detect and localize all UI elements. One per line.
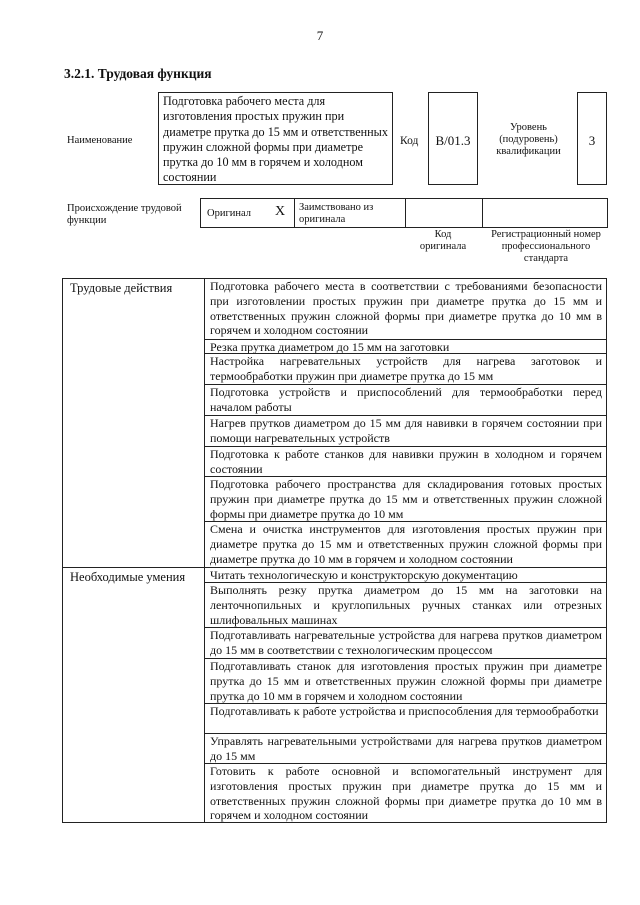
action-item: Подготовка рабочего пространства для складирования готовых простых пружин при диаметре прутка до 15 мм и ответственных пружин сложной формы при диаметре прутка до 10 мм xyxy=(210,477,602,521)
skill-item: Подготавливать станок для изготовления простых пружин при диаметре прутка до 15 мм и ответственных пружин сложной формы при диаметре прутка до 10 мм в горячем и холодном состоянии xyxy=(210,659,602,703)
actions-heading: Трудовые действия xyxy=(70,281,173,295)
action-item: Резка прутка диаметром до 15 мм на заготовки xyxy=(210,340,450,353)
skill-item: Готовить к работе основной и вспомогательный инструмент для изготовления простых пружин при диаметре прутка до 15 мм и ответственных пружин сложной формы при диаметре прутка до 10 мм в горячем и холодном состоянии xyxy=(210,764,602,823)
skill-item: Выполнять резку прутка диаметром до 15 мм на заготовки на ленточнопильных и круглопильных ручных станках или отрезных шлифовальных машинах xyxy=(210,583,602,627)
section-title: 3.2.1. Трудовая функция xyxy=(64,66,212,81)
code-box xyxy=(428,92,478,185)
code-label: Код xyxy=(400,135,419,147)
code-caption: Код оригинала xyxy=(419,229,467,253)
skill-item: Читать технологическую и конструкторскую документацию xyxy=(210,568,518,582)
origin-label: Происхождение трудовой функции xyxy=(67,203,182,227)
skill-item: Подготавливать к работе устройства и приспособления для термообработки xyxy=(210,704,599,718)
action-item: Подготовка рабочего места в соответствии с требованиями безопасности при изготовлении простых пружин при диаметре прутка до 15 мм и ответственных пружин сложной формы при диаметре прутка до 10 мм в горячем и холодном состоянии xyxy=(210,279,602,338)
borrowed-label: Заимствовано из оригинала xyxy=(299,202,374,226)
origin-table xyxy=(200,198,608,228)
reg-caption: Регистрационный номер профессионального стандарта xyxy=(491,229,601,265)
function-name-box xyxy=(158,92,393,185)
skill-item: Подготавливать нагревательные устройства для нагрева прутков диаметром до 15 мм в соответствии с технологическим процессом xyxy=(210,628,602,657)
level-label: Уровень (подуровень) квалификации xyxy=(496,122,561,158)
action-item: Подготовка к работе станков для навивки пружин в холодном и горячем состоянии xyxy=(210,447,602,476)
action-item: Нагрев прутков диаметром до 15 мм для навивки в горячем состоянии при помощи нагревательных устройств xyxy=(210,416,602,445)
action-item: Смена и очистка инструментов для изготовления простых пружин при диаметре прутка до 15 мм и ответственных пружин сложной формы при диаметре прутка до 10 мм в горячем и холодном состоянии xyxy=(210,522,602,566)
level-box xyxy=(577,92,607,185)
original-mark: X xyxy=(275,204,286,219)
action-item: Настройка нагревательных устройств для нагрева заготовок и термообработки пружин при диаметре прутка до 15 мм xyxy=(210,354,602,383)
code-value: B/01.3 xyxy=(435,133,471,148)
page-number: 7 xyxy=(316,28,324,43)
name-label: Наименование xyxy=(67,135,133,146)
original-label: Оригинал xyxy=(207,208,251,219)
function-name-value: Подготовка рабочего места для изготовления простых пружин при диаметре прутка до 15 мм и ответственных пружин сложной формы при диаметре прутка до 10 мм в горячем и холодном состоянии xyxy=(163,94,388,185)
action-item: Подготовка устройств и приспособлений для термообработки перед началом работы xyxy=(210,385,602,414)
skill-item: Управлять нагревательными устройствами для нагрева прутков диаметром до 15 мм xyxy=(210,734,602,763)
skills-heading: Необходимые умения xyxy=(70,570,186,584)
level-value: 3 xyxy=(588,133,596,148)
